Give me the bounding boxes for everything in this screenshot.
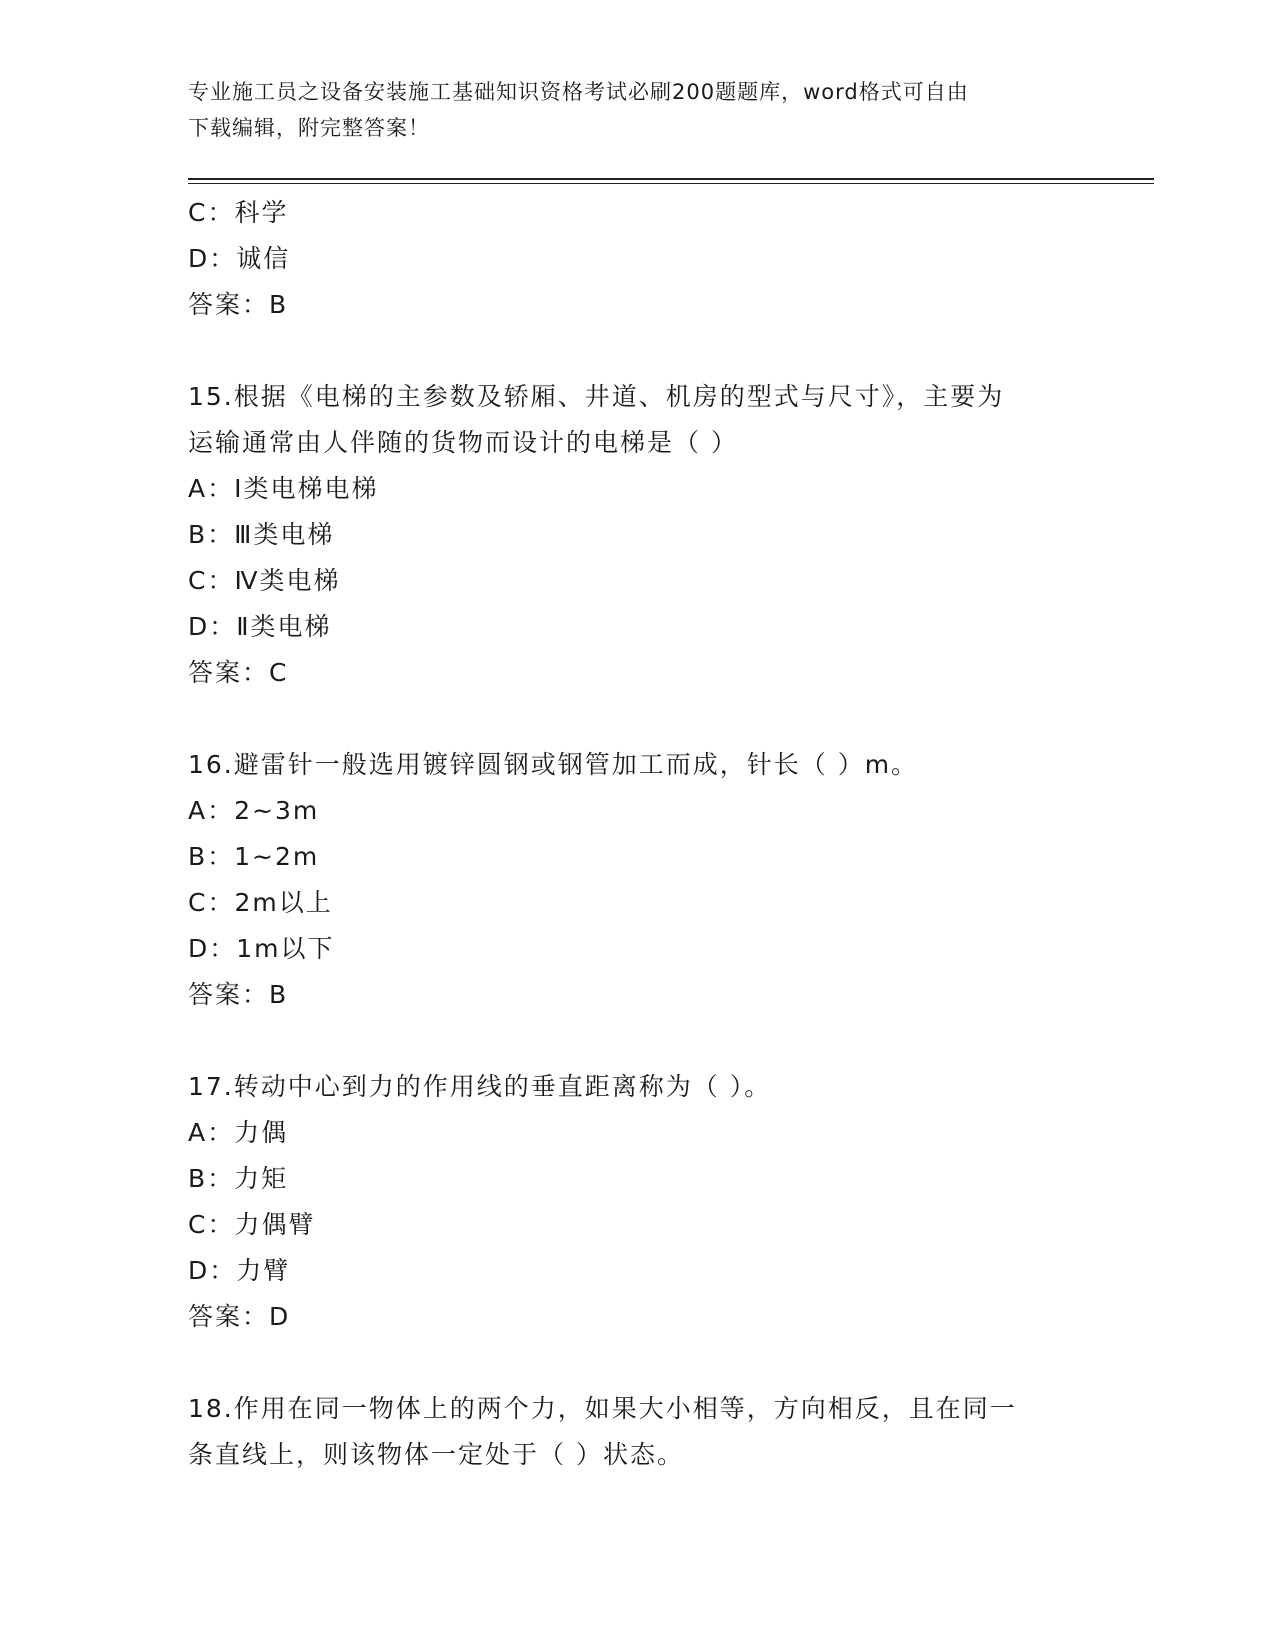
question-16-answer: 答案：B: [188, 980, 289, 1009]
question-18-stem-line-2: 条直线上，则该物体一定处于（ ）状态。: [188, 1440, 684, 1469]
question-17: [188, 1064, 1088, 1340]
question-16-stem-line-1: 16.避雷针一般选用镀锌圆钢或钢管加工而成，针长（ ）m。: [188, 750, 919, 779]
spacer: [188, 696, 1088, 742]
question-15-option-b: B：Ⅲ类电梯: [188, 520, 335, 549]
spacer: [188, 328, 1088, 374]
question-15-option-c: C：Ⅳ类电梯: [188, 566, 341, 595]
question-15-option-a: A：Ⅰ类电梯电梯: [188, 474, 379, 503]
question-16-option-d: D：1m以下: [188, 934, 335, 963]
question-16-option-b: B：1~2m: [188, 842, 320, 871]
question-15-option-d: D：Ⅱ类电梯: [188, 612, 332, 641]
question-15-stem-line-1: 15.根据《电梯的主参数及轿厢、井道、机房的型式与尺寸》，主要为: [188, 382, 1005, 411]
question-14: [188, 190, 1088, 328]
question-18: [188, 1386, 1088, 1478]
spacer: [188, 1018, 1088, 1064]
question-16-option-a: A：2~3m: [188, 796, 320, 825]
question-15-answer: 答案：C: [188, 658, 289, 687]
header-title-line-2: 下载编辑，附完整答案！: [188, 116, 430, 140]
question-18-stem-line-1: 18.作用在同一物体上的两个力，如果大小相等，方向相反，且在同一: [188, 1394, 1017, 1423]
header-divider-thick: [188, 178, 1154, 180]
question-17-stem-line-1: 17.转动中心到力的作用线的垂直距离称为（ ）。: [188, 1072, 772, 1101]
question-14-option-d: D：诚信: [188, 244, 291, 273]
question-16-option-c: C：2m以上: [188, 888, 333, 917]
question-17-answer: 答案：D: [188, 1302, 291, 1331]
question-17-option-a: A：力偶: [188, 1118, 289, 1147]
header-title-line-1: 专业施工员之设备安装施工基础知识资格考试必刷200题题库，word格式可自由: [188, 80, 969, 104]
question-content: [188, 190, 1088, 1478]
question-17-option-c: C：力偶臂: [188, 1210, 316, 1239]
spacer: [188, 1340, 1088, 1386]
question-14-answer: 答案：B: [188, 290, 289, 319]
question-15: [188, 374, 1088, 696]
question-15-stem-line-2: 运输通常由人伴随的货物而设计的电梯是（ ）: [188, 428, 738, 457]
question-16: [188, 742, 1088, 1018]
header-divider-thin: [188, 183, 1154, 184]
question-14-option-c: C：科学: [188, 198, 289, 227]
document-header: [188, 74, 1088, 146]
question-17-option-b: B：力矩: [188, 1164, 289, 1193]
question-17-option-d: D：力臂: [188, 1256, 291, 1285]
